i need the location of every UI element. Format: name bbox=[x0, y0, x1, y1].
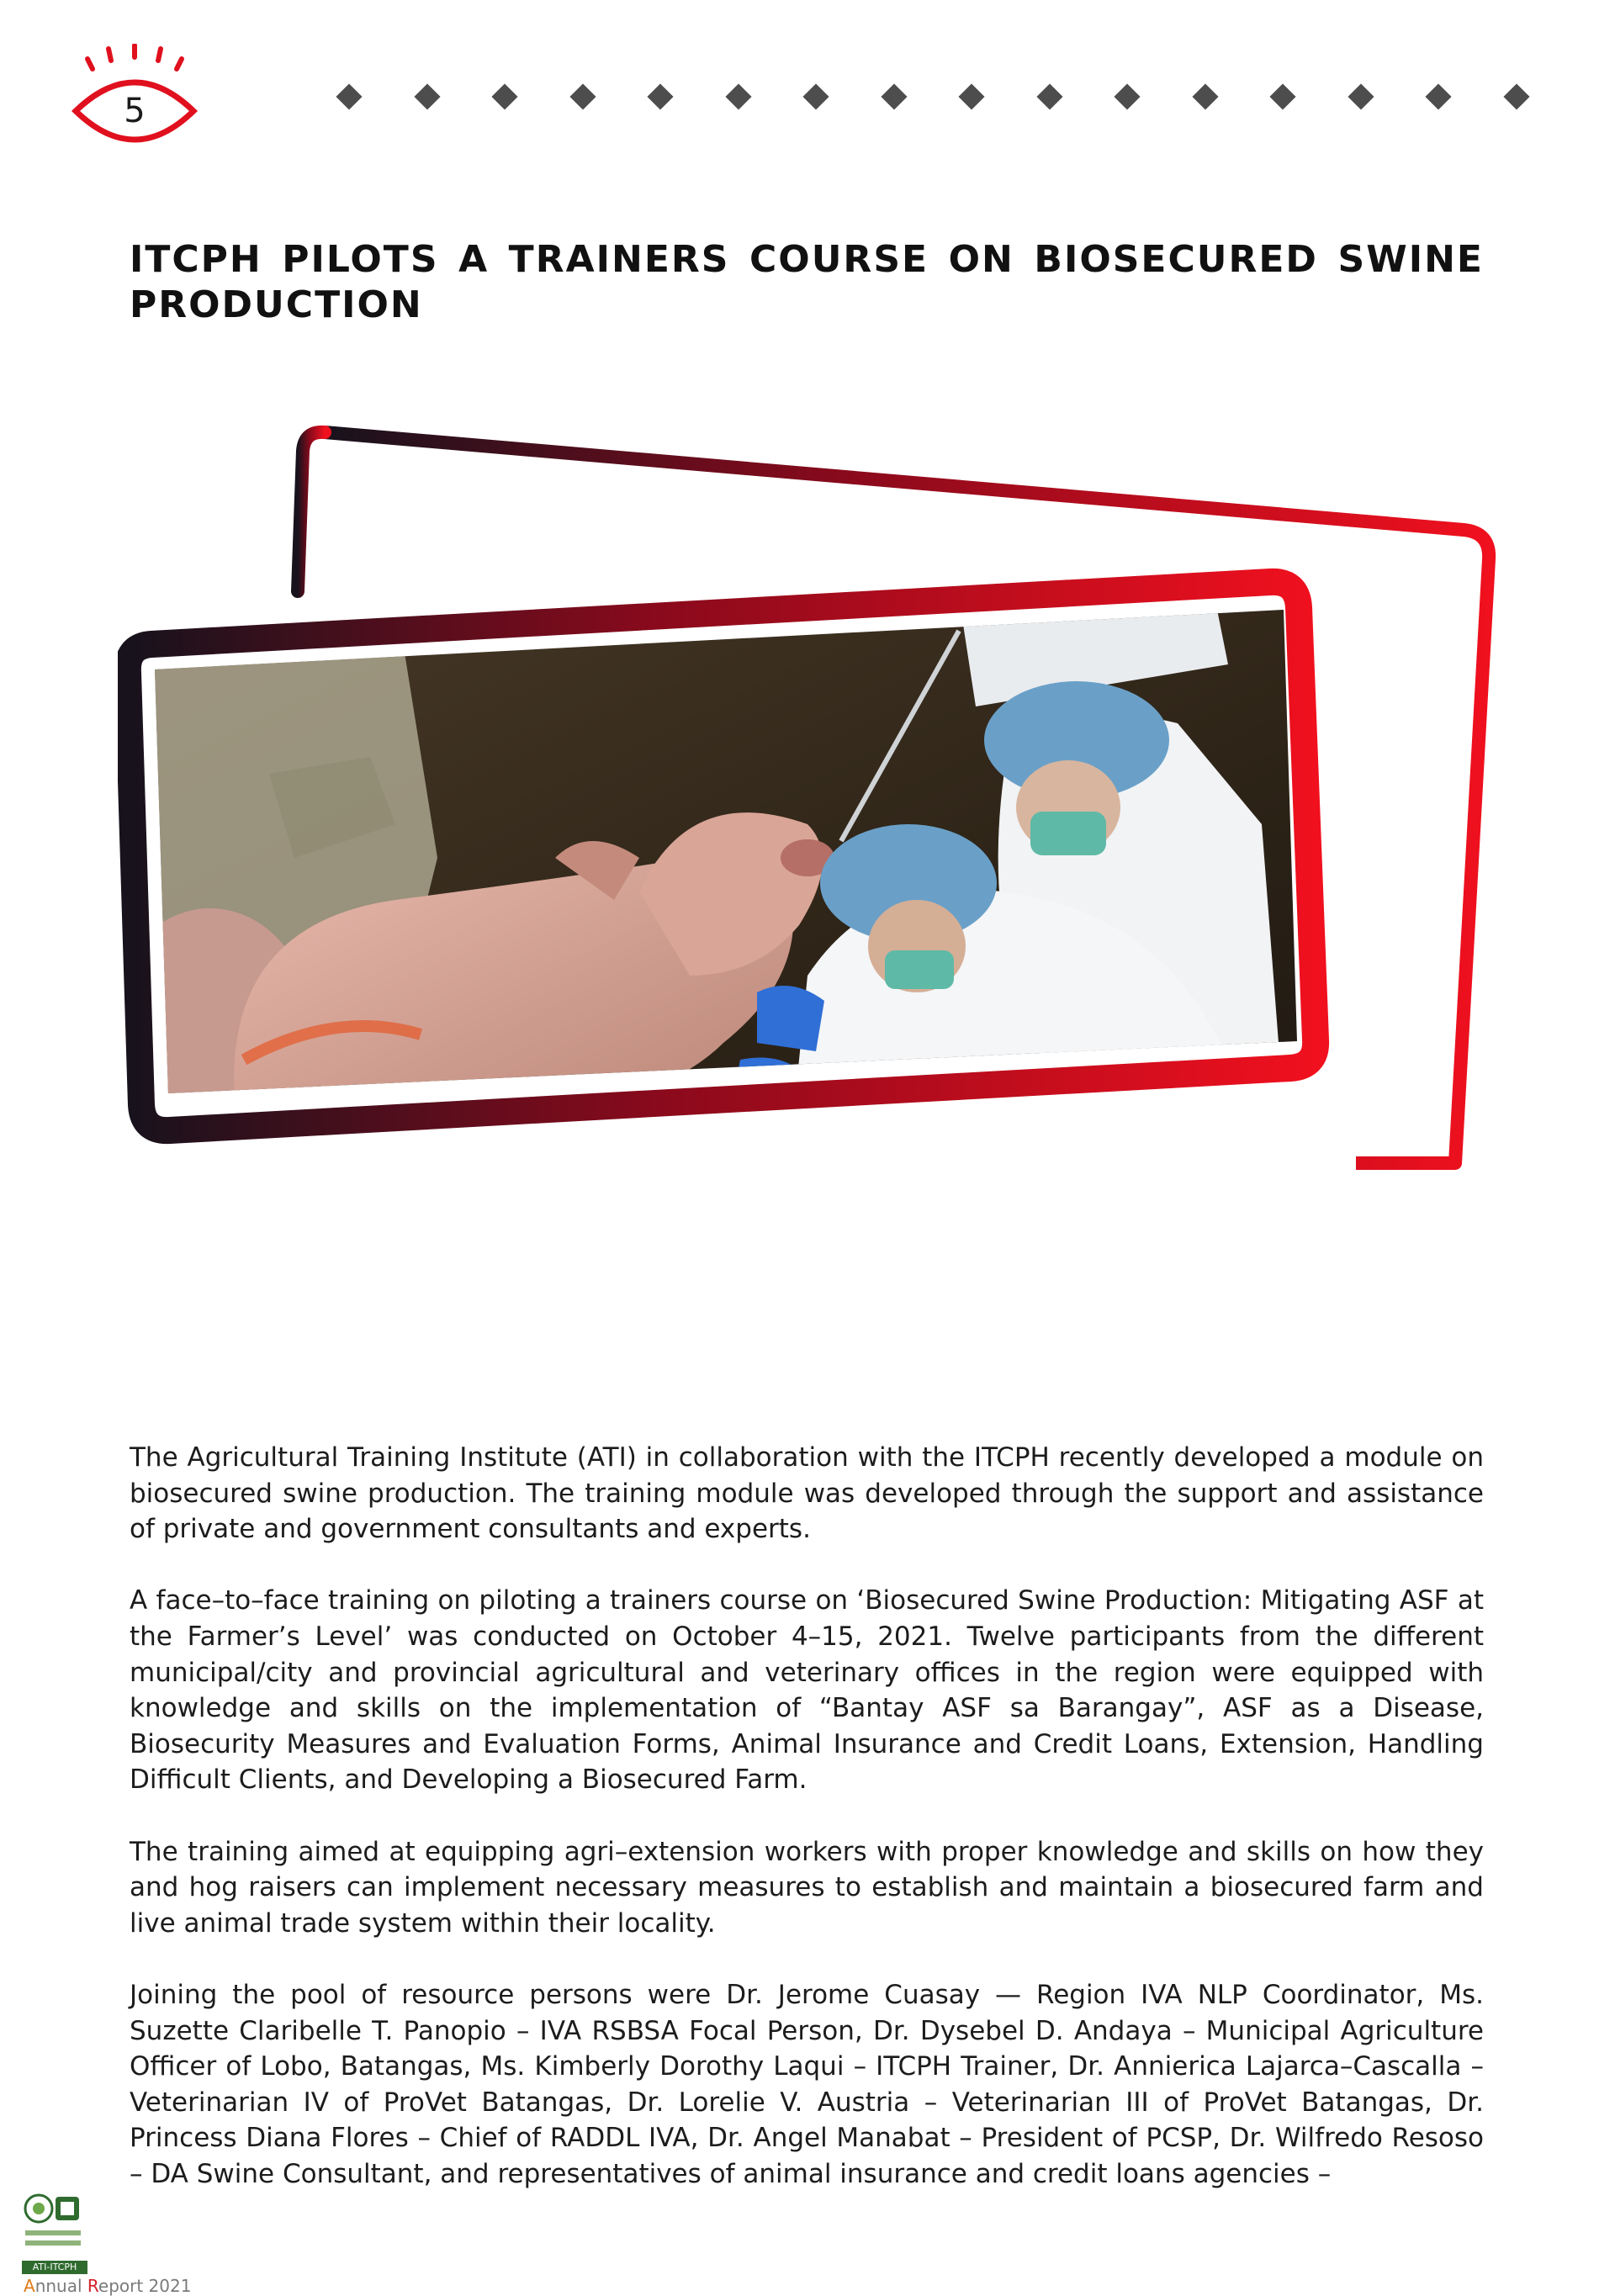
article-photo bbox=[118, 387, 1497, 1379]
footer-report-letter-r: R bbox=[87, 2276, 98, 2296]
decorative-diamond-row bbox=[340, 81, 1615, 114]
diamond-ornament bbox=[881, 83, 907, 109]
diamond-ornament bbox=[1503, 83, 1529, 109]
page-eye-badge bbox=[67, 44, 202, 153]
diamond-ornament bbox=[1114, 83, 1140, 109]
article-paragraph: A face–to–face training on piloting a trainers course on ‘Biosecured Swine Production: Mitigating ASF at the Farmer’s Level’ was conducted on October 4–15, 2021. Twelve participants from the different municipal/city and provincial agricultural and veterinary offices in the region were equipped with knowledge and skills on the implementation of “Bantay ASF sa Barangay”, ASF as a Disease, Biosecurity Measures and Evaluation Forms, Animal Insurance and Credit Loans, Extension, Handling Difficult Clients, and Developing a Biosecured Farm. bbox=[130, 1585, 1484, 1796]
diamond-ornament bbox=[569, 83, 596, 109]
diamond-ornament bbox=[1348, 83, 1374, 109]
footer-report-title bbox=[24, 2277, 191, 2294]
diamond-ornament bbox=[336, 83, 362, 109]
diamond-ornament bbox=[802, 83, 829, 109]
diamond-ornament bbox=[1425, 83, 1451, 109]
diamond-ornament bbox=[1192, 83, 1218, 109]
diamond-ornament bbox=[725, 83, 751, 109]
article-title: ITCPH PILOTS A TRAINERS COURSE ON BIOSECURED SWINE PRODUCTION bbox=[130, 238, 1484, 326]
diamond-ornament bbox=[414, 83, 440, 109]
article-paragraph: The training aimed at equipping agri–extension workers with proper knowledge and skills on how they and hog raisers can implement necessary measures to establish and maintain a biosecured farm and live animal trade system within their locality. bbox=[130, 1836, 1484, 1939]
diamond-ornament bbox=[647, 83, 673, 109]
footer-report-text: eport 2021 bbox=[98, 2276, 192, 2296]
certification-logo-icon bbox=[22, 2188, 84, 2259]
diamond-ornament bbox=[491, 83, 517, 109]
article-body bbox=[130, 1440, 1484, 2228]
article-paragraph: Joining the pool of resource persons were Dr. Jerome Cuasay — Region IVA NLP Coordinator, Ms. Suzette Claribelle T. Panopio – IVA RSBSA Focal Person, Dr. Dysebel D. Andaya – Municipal Agriculture Officer of Lobo, Batangas, Ms. Kimberly Dorothy Laqui – ITCPH Trainer, Dr. Annierica Lajarca–Cascalla – Veterinarian IV of ProVet Batangas, Dr. Lorelie V. Austria – Veterinarian III of ProVet Batangas, Dr. Princess Diana Flores – Chief of RADDL IVA, Dr. Angel Manabat – President of PCSP, Dr. Wilfredo Resoso – DA Swine Consultant, and representatives of animal insurance and credit loans agencies – bbox=[130, 1979, 1484, 2189]
footer-report-text: nnual bbox=[34, 2276, 87, 2296]
footer-report-letter-a: A bbox=[24, 2276, 35, 2296]
diamond-ornament bbox=[958, 83, 984, 109]
diamond-ornament bbox=[1269, 83, 1295, 109]
page-number: 5 bbox=[124, 92, 146, 130]
diamond-ornament bbox=[1036, 83, 1062, 109]
framed-photo bbox=[118, 387, 1497, 1379]
article-paragraph: The Agricultural Training Institute (ATI) in collaboration with the ITCPH recently developed a module on biosecured swine production. The training module was developed through the support and assistance of private and government consultants and experts. bbox=[130, 1442, 1484, 1545]
logo-label: ATI-ITCPH bbox=[22, 2261, 87, 2274]
ati-itcph-logo bbox=[22, 2188, 84, 2259]
